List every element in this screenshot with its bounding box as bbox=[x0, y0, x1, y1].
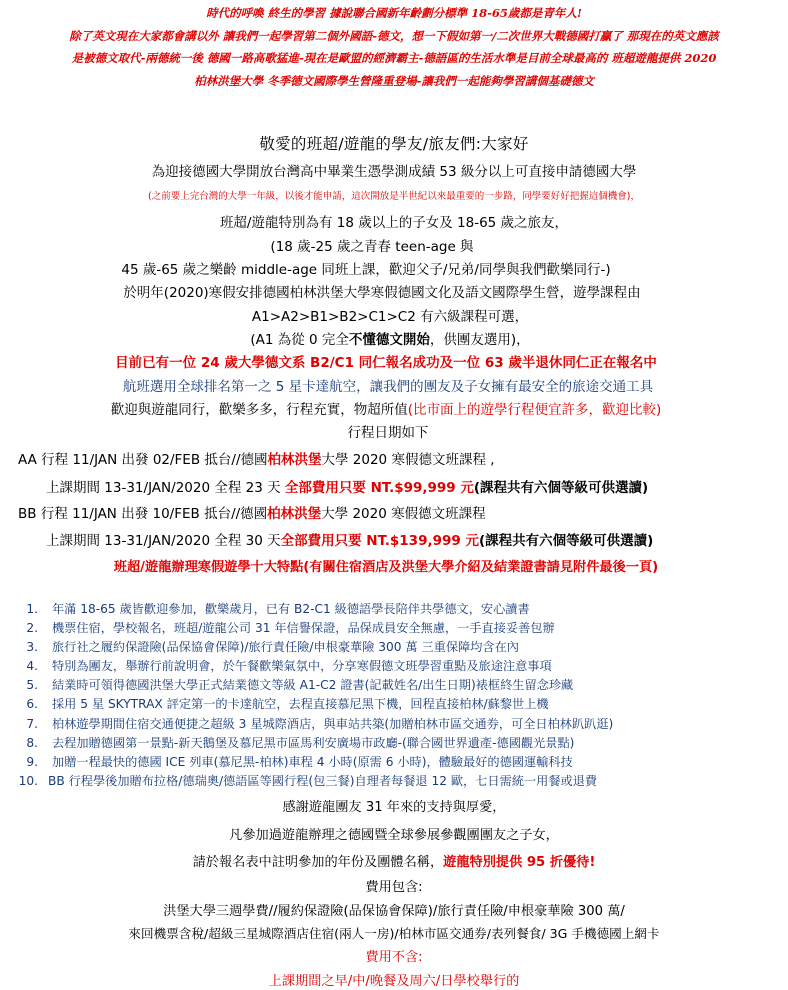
intro-note: (之前要上完台灣的大學一年級，以後才能申請，這次開放是半世紀以來最重要的一步路，同學要好好把握這個機會)， bbox=[148, 191, 640, 202]
feature-number: 6. bbox=[26, 697, 38, 712]
excludes-line-1: 上課期間之早/中/晚餐及周六/日學校舉行的 bbox=[268, 974, 520, 989]
feature-text: 結業時可領得德國洪堡大學正式結業德文等級 A1-C2 證書(記載姓名/出生日期)裱框終生留念珍藏 bbox=[52, 678, 574, 693]
header-block bbox=[0, 2, 788, 92]
features-title: 班超/遊龍辦理寒假遊學十大特點(有關住宿酒店及洪堡大學介紹及結業證書請見附件最後一頁) bbox=[113, 560, 659, 575]
itinerary-aa-fee bbox=[46, 476, 648, 496]
itinerary-bb-fee bbox=[46, 529, 653, 549]
feature-text: 柏林遊學期間住宿交通便捷之超級 3 星城際酒店，與車站共築(加贈柏林市區交通券，可全日柏林趴趴逛) bbox=[52, 716, 614, 731]
feature-number: 7. bbox=[26, 716, 38, 731]
feature-text: 旅行社之履約保證險(品保協會保障)/旅行責任險/申根豪華險 300 萬 三重保障均含在內 bbox=[52, 640, 519, 655]
header-line-4: 柏林洪堡大學 冬季德文國際學生營隆重登場-讓我們一起能夠學習講個基礎德文 bbox=[194, 73, 594, 88]
header-line-3: 是被德文取代-兩德統一後 德國一路高歌猛進-現在是歐盟的經濟霸主-德語區的生活水準是目前全球最高的 班超遊龍提供 2020 bbox=[71, 51, 717, 65]
feature-text: 機票住宿，學校報名，班超/遊龍公司 31 年信譽保證，品保成員安全無慮，一手直接妥善包辦 bbox=[52, 621, 555, 636]
intro-line-3: (18 歲-25 歲之青春 teen-age 與 bbox=[270, 239, 474, 255]
itinerary-aa-c: 大學 2020 寒假德文班課程 , bbox=[321, 452, 495, 468]
feature-number: 5. bbox=[26, 678, 38, 693]
feature-text: 特別為團友，舉辦行前說明會，於午餐歡樂氣氛中，分享寒假德文班學習重點及旅途注意事項 bbox=[52, 659, 552, 674]
feature-number: 4. bbox=[26, 659, 38, 674]
itinerary-aa-fee-price: 全部費用只要 NT.$99,999 元 bbox=[284, 480, 474, 496]
discount-line bbox=[0, 851, 788, 870]
header-line-1: 時代的呼喚 終生的學習 據說聯合國新年齡劃分標準 18-65歲都是青年人! bbox=[206, 6, 582, 20]
intro-line-4: 45 歲-65 歲之樂齡 middle-age 同班上課，歡迎父子/兄弟/同學與我們歡樂同行-) bbox=[121, 262, 611, 278]
feature-text: 加贈一程最快的德國 ICE 列車(慕尼黑-柏林)車程 4 小時(原需 6 小時)，體驗最好的德國運輸科技 bbox=[52, 754, 573, 769]
feature-text: 年滿 18-65 歲皆歡迎參加，歡樂歲月，已有 B2-C1 級德語學長陪伴共學德文，安心讀書 bbox=[52, 602, 530, 616]
itinerary-bb-c: 大學 2020 寒假德文班課程 bbox=[321, 506, 486, 522]
greeting: 敬愛的班超/遊龍的學友/旅友們:大家好 bbox=[259, 135, 529, 153]
intro-line-5: 於明年(2020)寒假安排德國柏林洪堡大學寒假德國文化及語文國際學生營，遊學課程由 bbox=[123, 285, 641, 301]
includes-line-1: 洪堡大學三週學費//履約保證險(品保協會保障)/旅行責任險/申根豪華險 300 萬/ bbox=[163, 904, 625, 919]
itinerary-aa-a: AA 行程 11/JAN 出發 02/FEB 抵台//德國 bbox=[18, 452, 268, 468]
discount-a: 請於報名表中註明參加的年份及團體名稱， bbox=[192, 855, 444, 870]
itinerary-bb-highlight: 柏林洪堡 bbox=[267, 506, 322, 522]
intro-line-7-a: (A1 為從 0 完全 bbox=[250, 332, 349, 348]
feature-number: 1. bbox=[26, 602, 38, 616]
feature-number: 2. bbox=[26, 621, 38, 636]
thanks-line: 感謝遊龍團友 31 年來的支持與厚愛， bbox=[282, 800, 506, 815]
feature-number: 3. bbox=[26, 640, 38, 655]
includes-line-2: 來回機票含稅/超級三星城際酒店住宿(兩人一房)/柏林市區交通券/表列餐食/ 3G 手機德國上網卡 bbox=[128, 926, 660, 941]
intro-line-2: 班超/遊龍特別為有 18 歲以上的子女及 18-65 歲之旅友， bbox=[219, 215, 569, 231]
itinerary-aa-fee-a: 上課期間 13-31/JAN/2020 全程 23 天 bbox=[46, 480, 285, 496]
alumni-line: 凡參加過遊龍辦理之德國暨全球參展參觀團團友之子女， bbox=[229, 828, 559, 843]
itinerary-bb-fee-c: (課程共有六個等級可供選讀) bbox=[478, 533, 654, 549]
welcome-b: (比市面上的遊學行程便宜許多，歡迎比較) bbox=[407, 402, 662, 418]
intro-line-7 bbox=[0, 328, 784, 348]
itinerary-aa bbox=[18, 448, 495, 468]
intro-line-6: A1>A2>B1>B2>C1>C2 有六級課程可選， bbox=[251, 309, 529, 325]
feature-text: 去程加贈德國第一景點-新天鵝堡及慕尼黑市區馬利安廣場市政廳-(聯合國世界遺產-德國觀光景點) bbox=[52, 735, 575, 750]
feature-number: 8. bbox=[26, 735, 38, 750]
itinerary-aa-fee-c: (課程共有六個等級可供選讀) bbox=[473, 480, 649, 496]
header-line-2: 除了英文現在大家都會講以外 讓我們一起學習第二個外國語-德文，想一下假如第一/二次世界大戰德國打贏了 那現在的英文應該 bbox=[69, 28, 719, 43]
intro-line-7-bold: 不懂德文開始 bbox=[348, 332, 430, 348]
intro-line-7-c: ，供團友選用)， bbox=[429, 332, 530, 348]
airline-line: 航班選用全球排名第一之 5 星卡達航空，讓我們的團友及子女擁有最安全的旅途交通工具 bbox=[122, 379, 654, 395]
feature-number: 9. bbox=[26, 754, 38, 769]
itinerary-bb bbox=[18, 502, 486, 522]
welcome-a: 歡迎與遊龍同行，歡樂多多，行程充實，物超所值 bbox=[110, 402, 408, 418]
welcome-line bbox=[0, 398, 780, 418]
itinerary-aa-highlight: 柏林洪堡 bbox=[267, 452, 322, 468]
feature-number: 10. bbox=[18, 773, 38, 788]
intro-line-1: 為迎接德國大學開放台灣高中畢業生憑學測成績 53 級分以上可直接申請德國大學 bbox=[151, 164, 637, 180]
excludes-title: 費用不含: bbox=[365, 950, 423, 965]
feature-text: 採用 5 星 SKYTRAX 評定第一的卡達航空，去程直接慕尼黑下機，回程直接柏林/蘇黎世上機 bbox=[52, 697, 549, 712]
highlight-line: 目前已有一位 24 歲大學德文系 B2/C1 同仁報名成功及一位 63 歲半退休同仁正在報名中 bbox=[115, 355, 657, 371]
schedule-heading: 行程日期如下 bbox=[347, 425, 429, 441]
discount-b: 遊龍特別提供 95 折優待! bbox=[443, 855, 596, 870]
itinerary-bb-fee-a: 上課期間 13-31/JAN/2020 全程 30 天 bbox=[46, 533, 281, 549]
itinerary-bb-a: BB 行程 11/JAN 出發 10/FEB 抵台//德國 bbox=[18, 506, 268, 522]
feature-text: BB 行程學後加贈布拉格/德瑞奧/德語區等國行程(包三餐)自理者每餐退 12 歐，七日需統一用餐或退費 bbox=[48, 773, 598, 788]
includes-title: 費用包含: bbox=[365, 880, 423, 895]
itinerary-bb-fee-price: 全部費用只要 NT.$139,999 元 bbox=[280, 533, 479, 549]
